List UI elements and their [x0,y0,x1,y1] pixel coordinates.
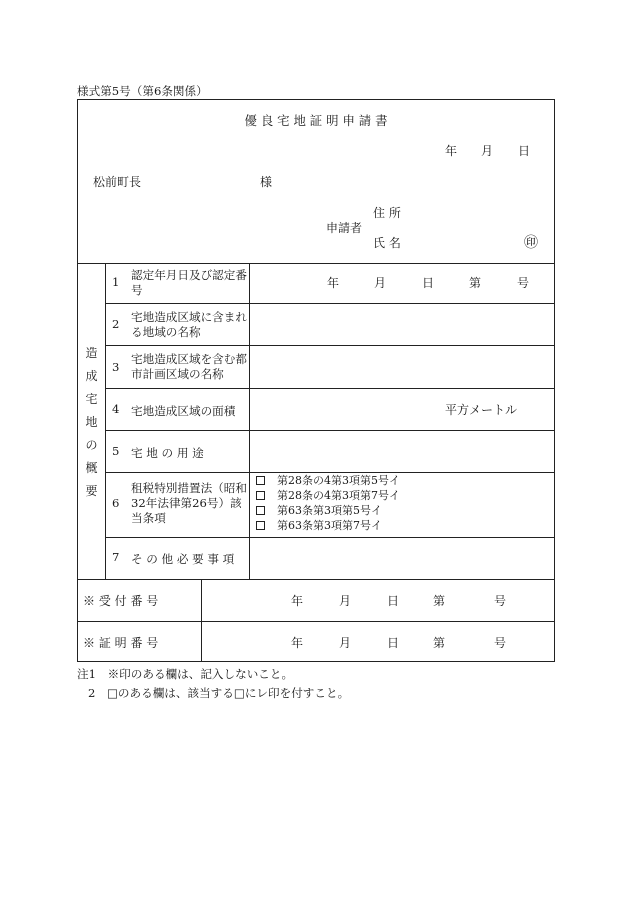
divider-bottom-label [201,579,202,662]
item1-dai[interactable]: 第 [469,276,482,290]
certificate-day[interactable]: 日 [387,636,400,650]
seal-mark: ㊞ [524,235,538,251]
receipt-label: ※ 受 付 番 号 [83,594,159,608]
item-number: 3 [112,360,120,374]
date-month: 月 [481,144,494,158]
certificate-go[interactable]: 号 [494,636,507,650]
item-label: 宅地造成区域の面積 [131,404,236,418]
sama-suffix: 様 [260,175,273,189]
divider-header [78,263,554,264]
section-label-char: の [85,438,98,452]
item1-go[interactable]: 号 [517,276,530,290]
item-number: 4 [112,402,120,416]
receipt-go[interactable]: 号 [494,594,507,608]
checkbox-option[interactable] [256,520,382,531]
section-label-char: 要 [85,484,98,498]
checkbox-label: 第63条第3項第7号イ [277,519,382,532]
section-label-char: 地 [85,415,98,429]
divider-section [78,579,554,580]
item-number: 7 [112,550,120,564]
item-number: 6 [112,496,120,510]
certificate-year[interactable]: 年 [291,636,304,650]
divider-item1 [105,303,554,304]
item1-day[interactable]: 日 [422,276,435,290]
section-label-char: 宅 [85,392,98,406]
item-label: 宅 地 の 用 途 [131,446,204,460]
form-id: 様式第5号（第6条関係） [77,84,208,98]
item-label: 宅地造成区域を含む都市計画区域の名称 [131,352,247,381]
divider-item3 [105,388,554,389]
checkbox-label: 第28条の4第3項第7号イ [277,489,400,502]
checkbox-icon[interactable] [256,521,265,530]
divider-item2 [105,345,554,346]
divider-receipt [78,621,554,622]
note-2: 2 □のある欄は、該当する□にレ印を付すこと。 [88,686,350,700]
receipt-year[interactable]: 年 [291,594,304,608]
item-number: 1 [112,275,120,289]
application-form [77,99,555,662]
checkbox-option[interactable] [256,490,400,501]
divider-item6 [105,537,554,538]
divider-item5 [105,472,554,473]
divider-item4 [105,430,554,431]
name-label: 氏 名 [373,236,401,250]
divider-section-label [105,263,106,579]
receipt-day[interactable]: 日 [387,594,400,608]
applicant-label: 申請者 [326,221,363,235]
certificate-month[interactable]: 月 [339,636,352,650]
date-year: 年 [445,144,458,158]
area-unit: 平方メートル [445,403,518,417]
section-label-char: 造 [85,346,98,360]
section-label-char: 概 [85,461,98,475]
certificate-dai[interactable]: 第 [433,636,446,650]
address-label: 住 所 [373,206,401,220]
divider-item-value [249,263,250,579]
certificate-label: ※ 証 明 番 号 [83,636,159,650]
receipt-month[interactable]: 月 [339,594,352,608]
item-label: 認定年月日及び認定番号 [131,268,247,297]
addressee: 松前町長 [93,175,142,189]
item-label: 租税特別措置法（昭和32年法律第26号）該当条項 [131,481,247,525]
checkbox-label: 第28条の4第3項第5号イ [277,474,400,487]
checkbox-option[interactable] [256,475,400,486]
checkbox-option[interactable] [256,505,382,516]
item-number: 5 [112,444,120,458]
checkbox-icon[interactable] [256,491,265,500]
note-1: 注1 ※印のある欄は、記入しないこと。 [77,667,294,681]
checkbox-icon[interactable] [256,476,265,485]
item-number: 2 [112,317,120,331]
item-label: そ の 他 必 要 事 項 [131,552,235,566]
item1-month[interactable]: 月 [374,276,387,290]
item-label: 宅地造成区域に含まれる地域の名称 [131,310,247,339]
section-label-char: 成 [85,369,98,383]
checkbox-label: 第63条第3項第5号イ [277,504,382,517]
receipt-dai[interactable]: 第 [433,594,446,608]
date-day: 日 [518,144,531,158]
item1-year[interactable]: 年 [327,276,340,290]
checkbox-icon[interactable] [256,506,265,515]
form-title: 優 良 宅 地 証 明 申 請 書 [244,113,388,128]
